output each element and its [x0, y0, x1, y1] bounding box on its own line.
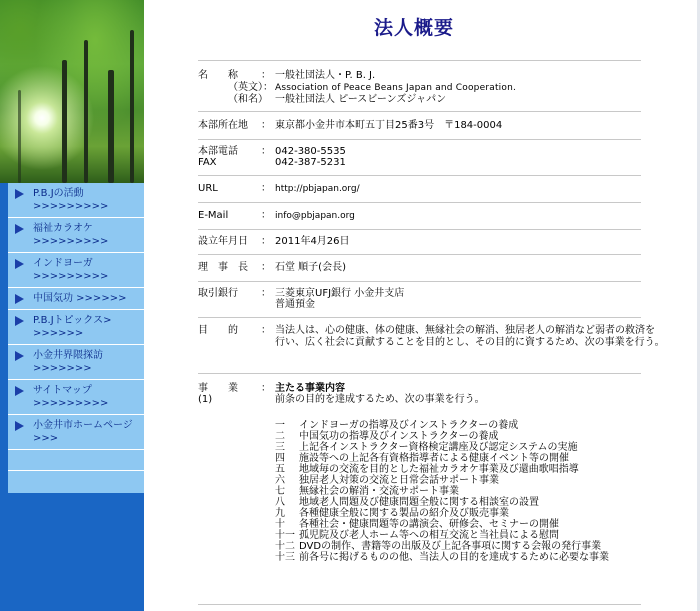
fax-value: 042-387-5231: [275, 157, 346, 168]
divider: [198, 202, 641, 203]
divider: [198, 254, 641, 255]
name-english-value: Association of Peace Beans Japan and Cooperation.: [275, 83, 517, 93]
name-japanese-value: 一般社団法人 ピースビーンズジャパン: [275, 94, 447, 105]
divider: [198, 281, 641, 282]
business-item: 四 施設等への上記各有資格指導者による健康イベント等の開催: [275, 453, 569, 464]
email-label: E-Mail: [198, 210, 229, 221]
triangle-arrow-icon: [15, 316, 24, 326]
triangle-arrow-icon: [15, 259, 24, 269]
director-value: 石堂 順子(会長): [275, 262, 346, 273]
purpose-line-1: 当法人は、心の健康、体の健康、無縁社会の解消、独居老人の解消など弱者の救済を: [275, 325, 655, 336]
phone-label: 本部電話: [198, 146, 238, 157]
nav-item-pbj-activities[interactable]: [8, 183, 144, 218]
nav-item-label: 小金井界隈探訪 >>>>>>>: [33, 350, 103, 374]
bank-label: 取引銀行: [198, 288, 238, 299]
director-label: 理 事 長: [198, 262, 248, 273]
nav-item-chinese-qigong[interactable]: [8, 288, 144, 310]
business-item: 二 中国気功の指導及びインストラクターの養成: [275, 431, 499, 442]
email-colon: ：: [261, 210, 271, 221]
nav-spacer: [8, 450, 144, 471]
name-english-label: （英文）：: [228, 82, 273, 93]
url-link[interactable]: http://pbjapan.org/: [275, 184, 360, 194]
founded-value: 2011年4月26日: [275, 236, 350, 247]
triangle-arrow-icon: [15, 386, 24, 396]
fax-label: FAX: [198, 157, 217, 168]
phone-colon: ：: [261, 146, 271, 157]
nav-item-label: インドヨーガ >>>>>>>>>: [33, 258, 109, 282]
url-label: URL: [198, 183, 218, 194]
divider: [198, 229, 641, 230]
triangle-arrow-icon: [15, 421, 24, 431]
business-colon: ：: [261, 383, 271, 394]
business-item: 一 インドヨーガの指導及びインストラクターの養成: [275, 420, 519, 431]
address-colon: ：: [261, 120, 271, 131]
business-item: 十一 孤児院及び老人ホーム等への相互交流と当社員による慰問: [275, 530, 559, 541]
name-japanese-label: （和名）: [228, 94, 268, 105]
nav-item-label: 小金井市ホームページ >>>: [33, 420, 133, 444]
nav-item-label: 福祉カラオケ >>>>>>>>>: [33, 223, 109, 247]
nav-item-welfare-karaoke[interactable]: [8, 218, 144, 253]
page-title: 法人概要: [374, 17, 455, 39]
email-link[interactable]: info@pbjapan.org: [275, 211, 355, 221]
purpose-label: 目 的: [198, 325, 238, 336]
nav-item-india-yoga[interactable]: [8, 253, 144, 288]
sidebar-nav: [8, 183, 144, 493]
founded-label: 設立年月日: [198, 236, 248, 247]
nav-item-label: P.B.Jの活動 >>>>>>>>>: [33, 188, 109, 212]
nav-item-sitemap[interactable]: [8, 380, 144, 415]
business-item-list: [275, 420, 609, 563]
triangle-arrow-icon: [15, 224, 24, 234]
director-colon: ：: [261, 262, 271, 273]
business-item: 十 各種社会・健康問題等の講演会、研修会、セミナーの開催: [275, 519, 559, 530]
url-colon: ：: [261, 183, 271, 194]
business-item: 八 地域老人問題及び健康問題全般に関する相談室の設置: [275, 497, 539, 508]
business-sub-number: (1): [198, 394, 213, 405]
sidebar: [0, 0, 144, 611]
nav-item-label: 中国気功 >>>>>>: [33, 293, 127, 304]
nav-item-label: サイトマップ >>>>>>>>>: [33, 385, 109, 409]
business-label: 事 業: [198, 383, 238, 394]
phone-value: 042-380-5535: [275, 146, 346, 157]
nav-item-label: P.B.Jトピックス> >>>>>>: [33, 315, 112, 339]
nav-item-pbj-topics[interactable]: [8, 310, 144, 345]
business-intro: 前条の目的を達成するため、次の事業を行う。: [275, 394, 485, 405]
divider: [198, 139, 641, 140]
bank-colon: ：: [261, 288, 271, 299]
address-label: 本部所在地: [198, 120, 248, 131]
forest-sunlight-image: [0, 0, 144, 183]
divider: [198, 604, 641, 605]
divider: [198, 317, 641, 318]
name-colon: ：: [261, 70, 271, 81]
name-label: 名 称: [198, 70, 238, 81]
purpose-line-2: 行い、広く社会に貢献することを目的とし、その目的に資するため、次の事業を行う。: [275, 337, 665, 348]
business-heading: 主たる事業内容: [275, 383, 345, 394]
business-item: 七 無縁社会の解消・交流サポート事業: [275, 486, 459, 497]
business-item: 五 地域毎の交流を目的とした福祉カラオケ事業及び還曲歌唱指導: [275, 464, 579, 475]
divider: [198, 175, 641, 176]
triangle-arrow-icon: [15, 189, 24, 199]
main-content: [144, 0, 700, 611]
business-item: 十三 前各号に掲げるものの他、当法人の目的を達成するために必要な事業: [275, 552, 609, 563]
address-value: 東京都小金井市本町五丁目25番3号 〒184-0004: [275, 120, 503, 131]
business-item: 九 各種健康全般に関する製品の紹介及び販売事業: [275, 508, 509, 519]
founded-colon: ：: [261, 236, 271, 247]
bank-value: 三菱東京UFJ銀行 小金井支店: [275, 288, 405, 299]
triangle-arrow-icon: [15, 294, 24, 304]
triangle-arrow-icon: [15, 351, 24, 361]
divider: [198, 373, 641, 374]
divider: [198, 111, 641, 112]
nav-spacer: [8, 471, 144, 493]
nav-item-koganei-exploration[interactable]: [8, 345, 144, 380]
business-item: 三 上記各インストラクター資格検定講座及び認定システムの実施: [275, 442, 578, 453]
divider: [198, 60, 641, 61]
purpose-colon: ：: [261, 325, 271, 336]
bank-account-type: 普通預金: [275, 299, 315, 310]
business-item: 十二 DVDの制作、書籍等の出版及び上記各事項に関する会報の発行事業: [275, 541, 602, 552]
business-item: 六 独居老人対策の交流と日常会話サポート事業: [275, 475, 499, 486]
name-value: 一般社団法人・P. B. J.: [275, 70, 376, 81]
nav-item-koganei-city-homepage[interactable]: [8, 415, 144, 450]
